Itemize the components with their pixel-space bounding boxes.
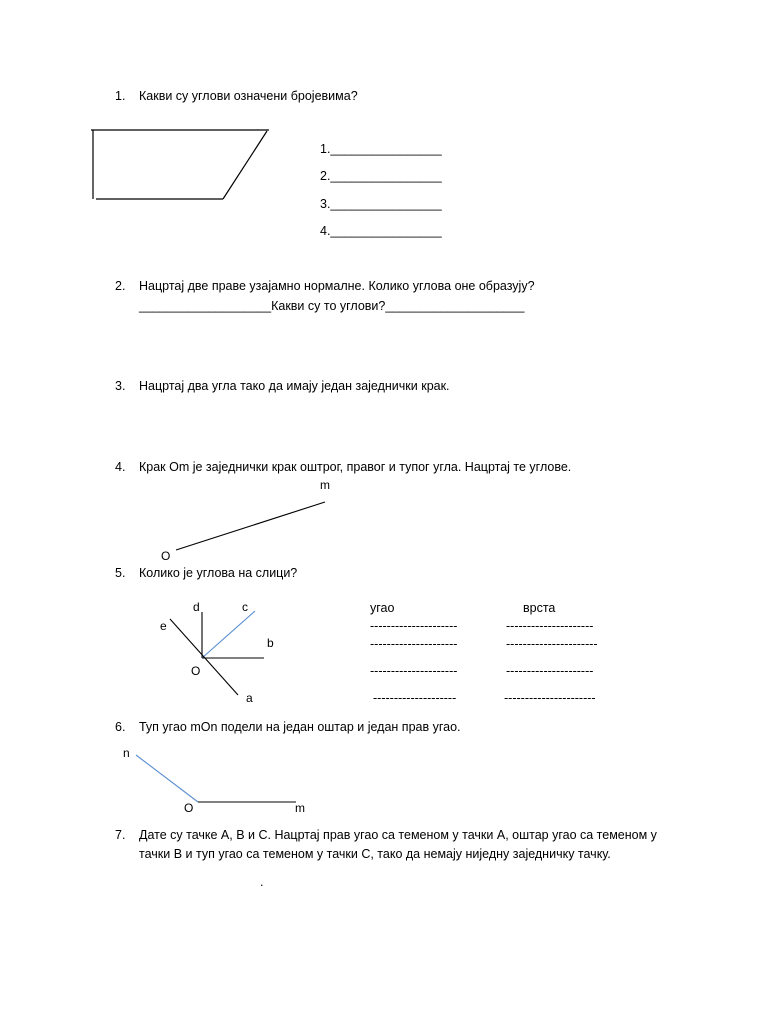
q5-label-e: e (160, 619, 167, 633)
q5-label-a: a (246, 691, 253, 705)
q6-ray-on (136, 755, 198, 802)
q6-label-o: O (184, 801, 194, 815)
q3-text: Нацртај два угла тако да имају један заједнички крак. (139, 379, 450, 393)
q4-number: 4. (115, 460, 126, 474)
q6-number: 6. (115, 720, 126, 734)
q2-number: 2. (115, 279, 126, 293)
q5-row2-type[interactable]: ---------------------- (506, 637, 598, 651)
q3-number: 3. (115, 379, 126, 393)
q5-row4-type[interactable]: ---------------------- (504, 691, 596, 705)
q6-text: Туп угао mOn подели на један оштар и један прав угао. (139, 720, 461, 734)
q2-line1: Нацртај две праве узајамно нормалне. Колико углова оне образују? (139, 279, 535, 293)
q4-label-m: m (320, 478, 330, 492)
q5-text: Колико је углова на слици? (139, 566, 298, 580)
q4-label-o: O (161, 549, 171, 563)
q7-number: 7. (115, 828, 126, 842)
q5-row1-angle[interactable]: --------------------- (370, 619, 458, 633)
q5-header-angle: угао (370, 601, 395, 615)
q5-row1-type[interactable]: --------------------- (506, 619, 594, 633)
q1-text: Какви су углови означени бројевима? (139, 89, 358, 103)
q5-row4-angle[interactable]: -------------------- (373, 691, 457, 705)
q5-number: 5. (115, 566, 126, 580)
q5-label-d: d (193, 600, 200, 614)
q7-dot: . (260, 875, 264, 889)
q1-answer-2[interactable]: 2.________________ (320, 169, 442, 183)
q7-line2: тачки B и туп угао са теменом у тачки C, тако да немају ниједну заједничку тачку. (139, 847, 611, 861)
q6-label-m: m (295, 801, 305, 815)
q5-row3-type[interactable]: --------------------- (506, 664, 594, 678)
q5-label-b: b (267, 636, 274, 650)
q1-number: 1. (115, 89, 126, 103)
q4-text: Крак Om је заједнички крак оштрог, правог и тупог угла. Нацртај те углове. (139, 460, 572, 474)
q1-answer-3[interactable]: 3.________________ (320, 197, 442, 211)
q5-label-c: c (242, 600, 248, 614)
q1-answer-1[interactable]: 1.________________ (320, 142, 442, 156)
q5-row3-angle[interactable]: --------------------- (370, 664, 458, 678)
q7-line1: Дате су тачке A, B и C. Нацртај прав угао са теменом у тачки A, оштар угао са теменом у (139, 828, 657, 842)
q5-header-type: врста (523, 601, 556, 615)
q6-label-n: n (123, 746, 130, 760)
q2-line2[interactable]: ___________________Какви су то углови?____________________ (139, 299, 525, 313)
q5-label-o: O (191, 664, 201, 678)
q5-row2-angle[interactable]: --------------------- (370, 637, 458, 651)
q1-answer-4[interactable]: 4.________________ (320, 224, 442, 238)
